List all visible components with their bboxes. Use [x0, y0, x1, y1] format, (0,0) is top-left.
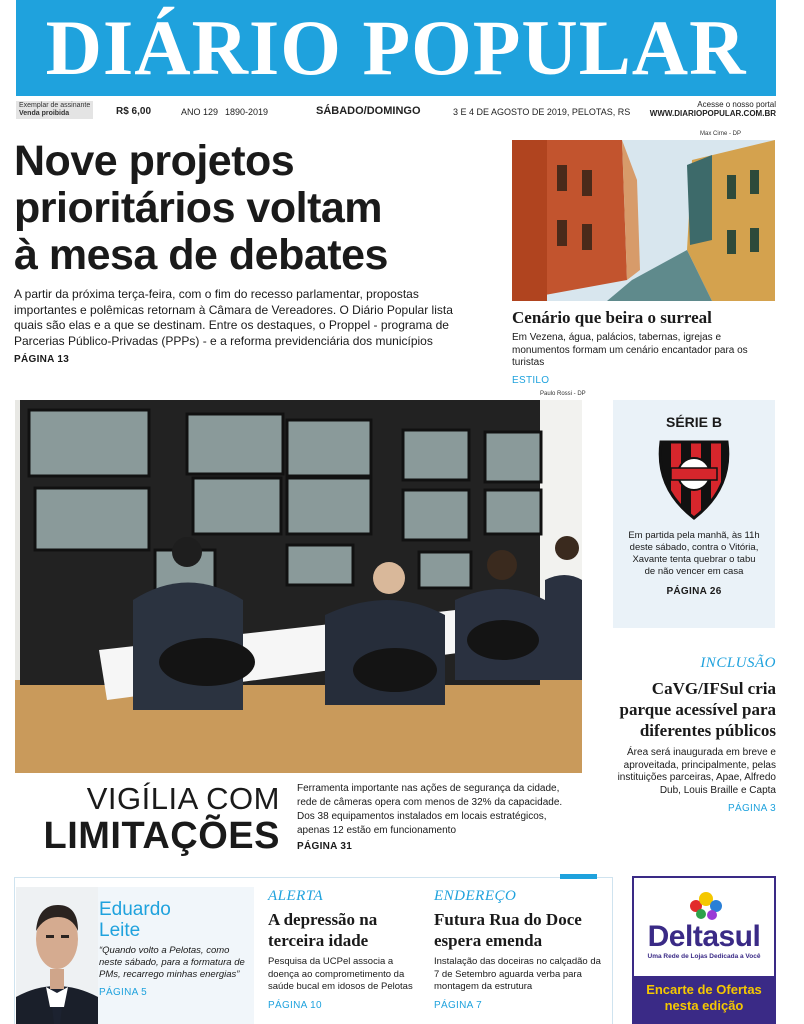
- endereco-title: Futura Rua do Doce espera emenda: [434, 910, 582, 950]
- venice-photo: [512, 140, 775, 301]
- subscriber-line-2: Venda proibida: [19, 110, 70, 117]
- edition-year: ANO 129: [181, 107, 219, 117]
- deltasul-logo-icon: [634, 888, 774, 922]
- serie-b-box[interactable]: [613, 400, 775, 628]
- cctv-room-photo: [15, 400, 582, 773]
- venice-photo-credit: Max Cirne - DP: [700, 131, 742, 137]
- alerta-story[interactable]: [268, 888, 423, 1011]
- date: 3 E 4 DE AGOSTO DE 2019, PELOTAS, RS: [453, 107, 631, 117]
- masthead: [16, 0, 776, 96]
- subscriber-line-1: Exemplar de assinante: [19, 102, 91, 109]
- newspaper-title: DIÁRIO POPULAR: [45, 4, 747, 91]
- alerta-body: Pesquisa da UCPel associa a doença ao comprometimento da saúde bucal em idosos de Pelotas: [268, 956, 413, 992]
- portal-notice: [650, 100, 776, 118]
- columnist-quote: “Quando volto a Pelotas, como neste sábado, para a formatura de PMs, recarrego minhas energias”: [99, 945, 245, 980]
- lead-story[interactable]: [14, 138, 494, 365]
- venice-body: Em Vezena, água, palácios, tabernas, igrejas e monumentos formam um cenário encantador para os turistas: [512, 332, 748, 368]
- lead-headline-line: Nove projetos: [14, 137, 295, 185]
- ad-cta-1: Encarte de Ofertas: [646, 982, 762, 997]
- endereco-story[interactable]: [434, 888, 604, 1011]
- ad-brand: Deltasul: [647, 920, 761, 953]
- vigilia-headline[interactable]: [30, 783, 280, 857]
- deltasul-ad[interactable]: [632, 876, 776, 1024]
- vigilia-headline-1: VIGÍLIA COM: [86, 781, 280, 816]
- venice-section[interactable]: ESTILO: [512, 374, 550, 386]
- inclusao-story[interactable]: [612, 655, 776, 814]
- lead-page-ref[interactable]: PÁGINA 13: [14, 354, 70, 365]
- portal-line-1: Acesse o nosso portal: [697, 100, 776, 109]
- serie-b-title: SÉRIE B: [665, 414, 722, 430]
- venice-canal-image: [512, 140, 775, 301]
- year-span: 1890-2019: [225, 107, 269, 117]
- vigilia-page-ref[interactable]: PÁGINA 31: [297, 841, 353, 852]
- dateline: [16, 100, 776, 122]
- inclusao-page-ref[interactable]: PÁGINA 3: [728, 803, 776, 814]
- ad-cta-2: nesta edição: [664, 998, 744, 1013]
- lead-headline-line: prioritários voltam: [14, 184, 383, 232]
- endereco-body: Instalação das doceiras no calçadão da 7 de Setembro aguarda verba para montagem da estrutura: [434, 956, 601, 992]
- alerta-kicker: ALERTA: [268, 888, 324, 904]
- main-photo-credit: Paulo Rossi - DP: [540, 391, 586, 397]
- endereco-page-ref[interactable]: PÁGINA 7: [434, 999, 482, 1011]
- columnist-portrait: [16, 887, 98, 1024]
- monitoring-room-image: [15, 400, 582, 773]
- columnist-last-name: Leite: [99, 920, 141, 941]
- venice-title: Cenário que beira o surreal: [512, 308, 712, 327]
- columnist-first-name: Eduardo: [99, 899, 171, 920]
- inclusao-kicker: INCLUSÃO: [700, 655, 776, 671]
- brasil-de-pelotas-crest-icon: [613, 434, 775, 524]
- venice-story[interactable]: [512, 308, 775, 386]
- accent-bar: [560, 874, 597, 879]
- endereco-kicker: ENDEREÇO: [434, 888, 517, 904]
- lead-headline-line: à mesa de debates: [14, 231, 388, 279]
- serie-b-body: Em partida pela manhã, às 11h deste sábado, contra o Vitória, Xavante tenta quebrar o tabu de não vencer em casa: [628, 530, 760, 577]
- lead-body: A partir da próxima terça-feira, com o fim do recesso parlamentar, propostas importantes e polêmicas retornam à Câmara de Vereadores. O Diário Popular lista quais são elas e a que se destinam. Entre os destaques, o Proppel - programa de Parcerias Público-Privadas (PPPs) - e a reforma previdenciária dos municípios: [14, 287, 453, 348]
- alerta-page-ref[interactable]: PÁGINA 10: [268, 999, 322, 1011]
- day: SÁBADO/DOMINGO: [316, 105, 421, 117]
- lead-headline: [14, 138, 494, 279]
- portal-url[interactable]: WWW.DIARIOPOPULAR.COM.BR: [649, 109, 776, 118]
- columnist-page-ref[interactable]: PÁGINA 5: [99, 987, 147, 998]
- vigilia-headline-2: LIMITAÇÕES: [43, 815, 280, 857]
- ad-tagline: Uma Rede de Lojas Dedicada a Você: [647, 953, 761, 960]
- alerta-title: A depressão na terceira idade: [268, 910, 378, 950]
- subscriber-notice: [16, 101, 93, 119]
- vigilia-story[interactable]: [297, 782, 565, 852]
- ad-cta-band: [634, 976, 774, 1022]
- inclusao-body: Área será inaugurada em breve e aproveitada, principalmente, pelas instituições parceiras, Apae, Alfredo Dub, Louis Braille e Capta: [617, 747, 776, 796]
- columnist-box[interactable]: [16, 887, 254, 1024]
- serie-b-page-ref[interactable]: PÁGINA 26: [666, 586, 722, 597]
- columnist-text: [99, 899, 249, 998]
- inclusao-title: CaVG/IFSul cria parque acessível para diferentes públicos: [619, 679, 776, 740]
- vigilia-body: Ferramenta importante nas ações de segurança da cidade, rede de câmeras opera com menos de 32% da capacidade. Dos 38 equipamentos instalados em locais estratégicos, apenas 12 estão em funcionamento: [297, 783, 563, 836]
- price: R$ 6,00: [116, 106, 152, 117]
